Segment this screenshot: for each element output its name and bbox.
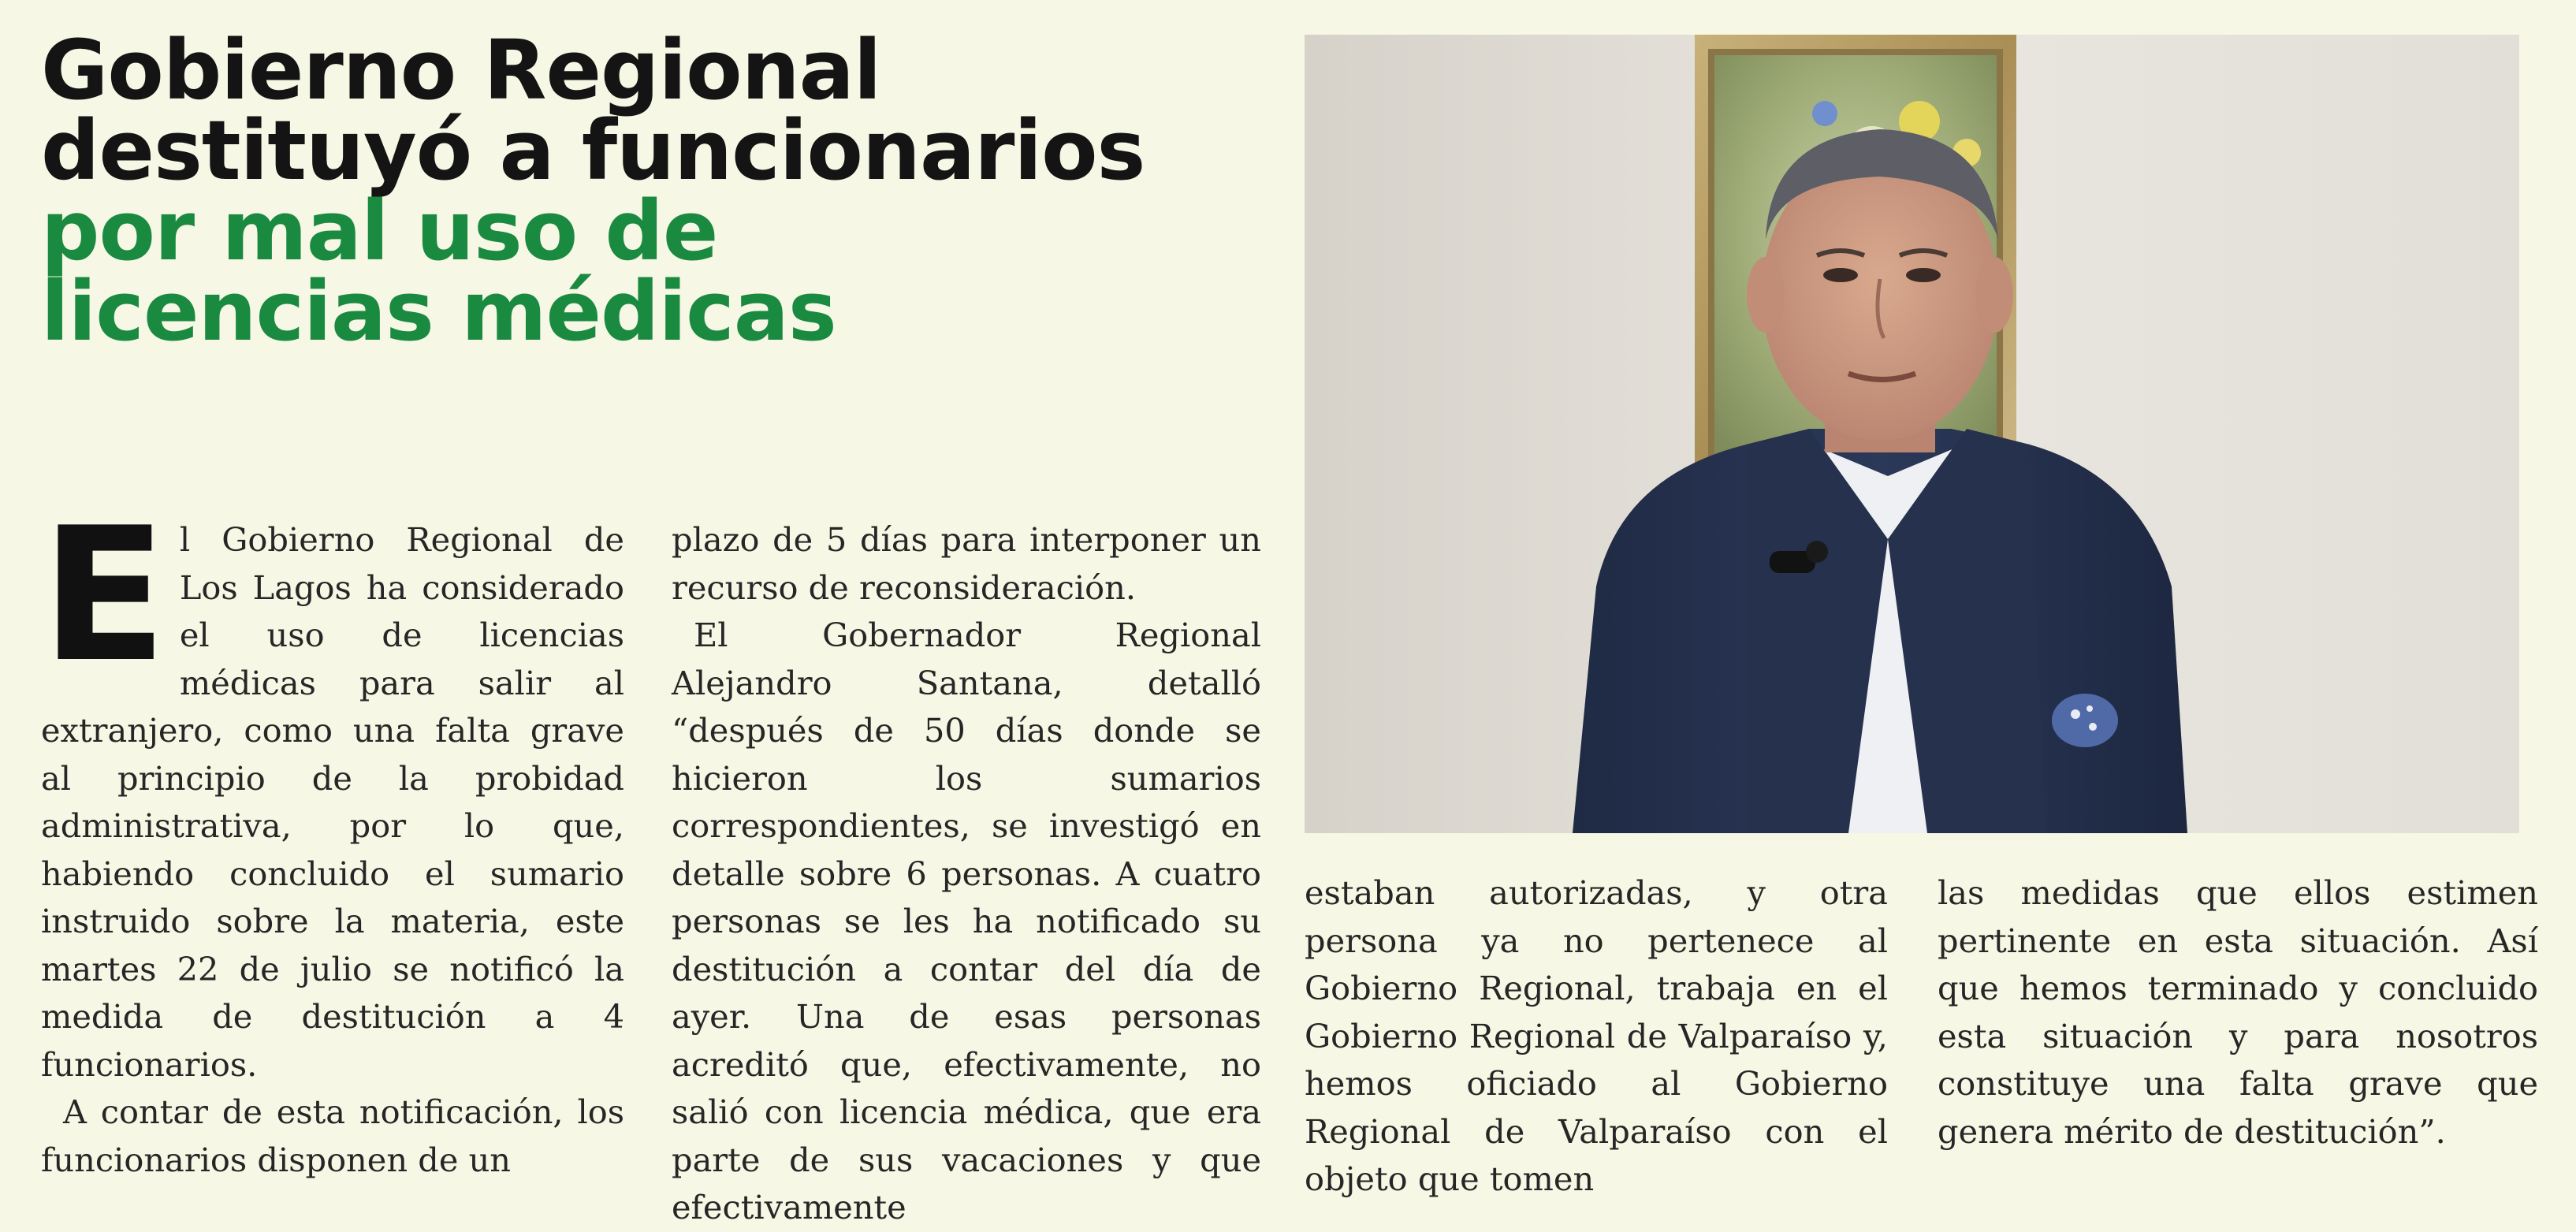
article-column-3: [1305, 869, 1888, 1204]
paragraph-conclusion: las medidas que ellos estimen pertinente en esta situación. Así que hemos terminado y concluido esta situación y para nosotros constituye una falta grave que genera mérito de destitución”.: [1938, 873, 2538, 1151]
governor-portrait-illustration: [1305, 35, 2519, 833]
lead-paragraph: [41, 489, 624, 1089]
article-column-1: [41, 489, 624, 1184]
paragraph-notification: A contar de esta notificación, los funcionarios disponen de un: [41, 1092, 624, 1179]
article-headline: [41, 22, 1271, 359]
drop-cap: E: [41, 489, 167, 703]
article-column-2: [672, 516, 1261, 1232]
headline-line-4: licencias médicas: [41, 263, 836, 359]
paragraph-valparaiso: estaban autorizadas, y otra persona ya no pertenece al Gobierno Regional, trabaja en el Gobierno Regional de Valparaíso y, hemos oficiado al Gobierno Regional de Valparaíso con el objeto que tomen: [1305, 873, 1888, 1198]
lead-paragraph-text: l Gobierno Regional de Los Lagos ha considerado el uso de licencias médicas para salir al extranjero, como una falta grave al principio de la probidad administrativa, por lo que, habiendo concluido el sumario instruido sobre la materia, este martes 22 de julio se notificó la medida de destitución a 4 funcionarios.: [41, 520, 624, 1084]
headline-line-3: por mal uso de: [41, 183, 718, 279]
article-column-4: [1938, 869, 2538, 1156]
person-suit: [1573, 429, 2187, 833]
paragraph-deadline: plazo de 5 días para interponer un recurso de reconsideración.: [672, 520, 1261, 607]
headline-line-2: destituyó a funcionarios: [41, 102, 1145, 199]
article-photo: [1305, 35, 2519, 833]
paragraph-governor-quote: El Gobernador Regional Alejandro Santana, detalló “después de 50 días donde se hicieron los sumarios correspondientes, se investigó en detalle sobre 6 personas. A cuatro personas se les ha notificado su destitución a contar del día de ayer. Una de esas personas acreditó que, efectivamente, no salió con licencia médica, que era parte de sus vacaciones y que efectivamente: [672, 616, 1261, 1226]
headline-line-1: Gobierno Regional: [41, 22, 881, 118]
